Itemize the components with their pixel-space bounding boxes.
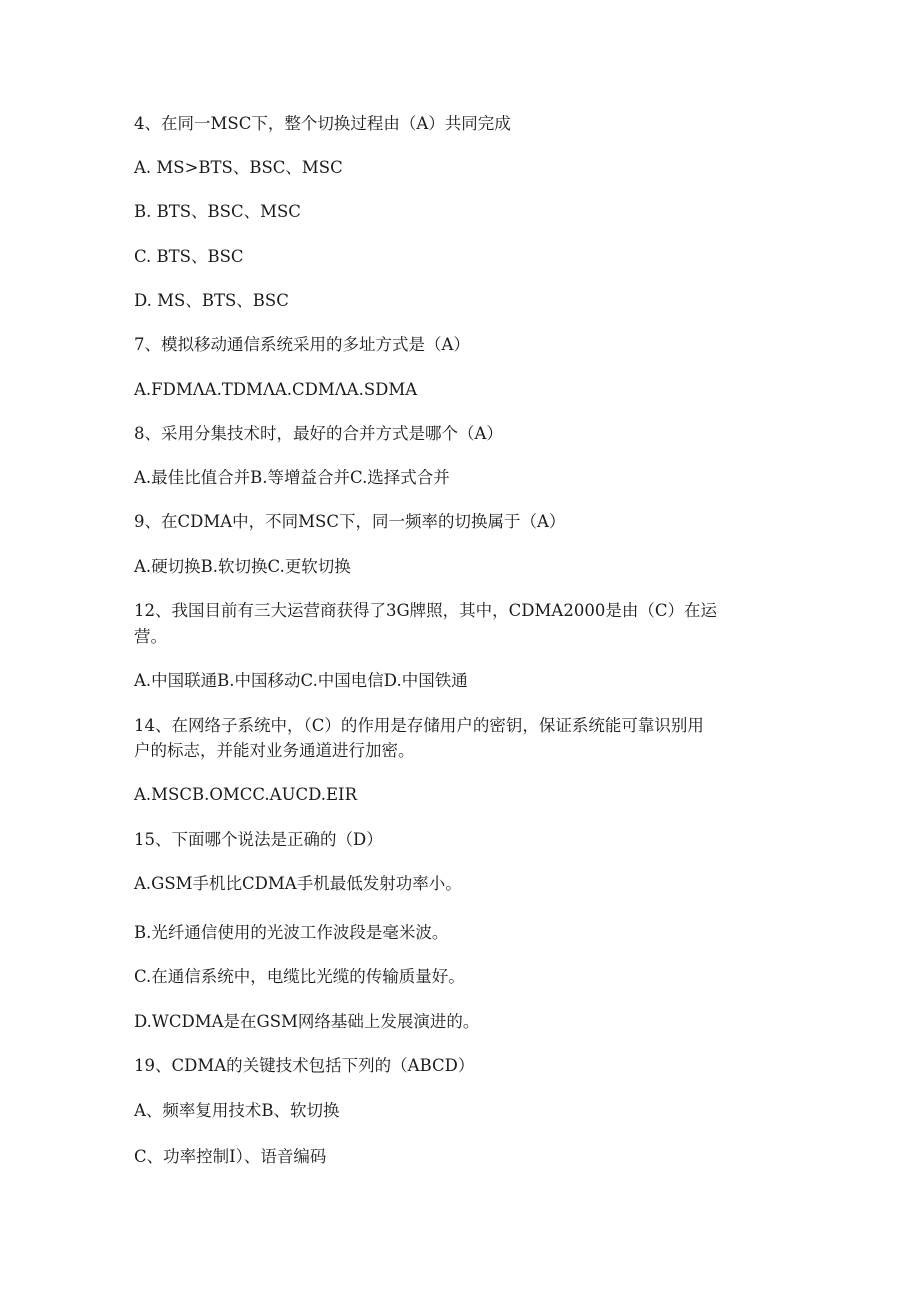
question-15-option-a: A.GSM手机比CDMA手机最低发射功率小。 [134, 874, 462, 893]
question-4-option-b: B. BTS、BSC、MSC [134, 202, 301, 221]
question-15-option-b: B.光纤通信使用的光波工作波段是毫米波。 [134, 923, 449, 942]
question-15-option-d: D.WCDMA是在GSM网络基础上发展演进的。 [134, 1012, 480, 1031]
question-19-options-ab: A、频率复用技术B、软切换 [134, 1101, 340, 1120]
question-4-option-d: D. MS、BTS、BSC [134, 291, 289, 310]
question-14-options: A.MSCB.OMCC.AUCD.EIR [134, 785, 357, 804]
question-4-option-c: C. BTS、BSC [134, 247, 244, 266]
question-4-option-a: A. MS>BTS、BSC、MSC [134, 158, 343, 177]
question-14-line-2: 户的标志，并能对业务通道进行加密。 [134, 741, 415, 760]
question-19: 19、CDMA的关键技术包括下列的（ABCD） [134, 1056, 475, 1075]
question-15-option-c: C.在通信系统中，电缆比光缆的传输质量好。 [134, 967, 465, 986]
question-19-options-cd: C、功率控制I）、语音编码 [134, 1147, 327, 1166]
question-12-options: A.中国联通B.中国移动C.中国电信D.中国铁通 [134, 671, 468, 690]
question-14-line-1: 14、在网络子系统中，（C）的作用是存储用户的密钥，保证系统能可靠识别用 [134, 716, 704, 735]
question-4: 4、在同一MSC下，整个切换过程由（A）共同完成 [134, 114, 511, 133]
question-7-options: A.FDMΛA.TDMΛA.CDMΛA.SDMA [134, 380, 418, 399]
question-12-line-2: 营。 [134, 627, 167, 646]
question-7: 7、模拟移动通信系统采用的多址方式是（A） [134, 335, 470, 354]
question-8: 8、采用分集技术时，最好的合并方式是哪个（A） [134, 424, 503, 443]
question-9: 9、在CDMA中，不同MSC下，同一频率的切换属于（A） [134, 512, 566, 531]
question-9-options: A.硬切换B.软切换C.更软切换 [134, 557, 351, 576]
question-12-line-1: 12、我国目前有三大运营商获得了3G牌照，其中，CDMA2000是由（C）在运 [134, 601, 717, 620]
question-8-options: A.最佳比值合并B.等增益合并C.选择式合并 [134, 468, 450, 487]
question-15: 15、下面哪个说法是正确的（D） [134, 830, 383, 849]
